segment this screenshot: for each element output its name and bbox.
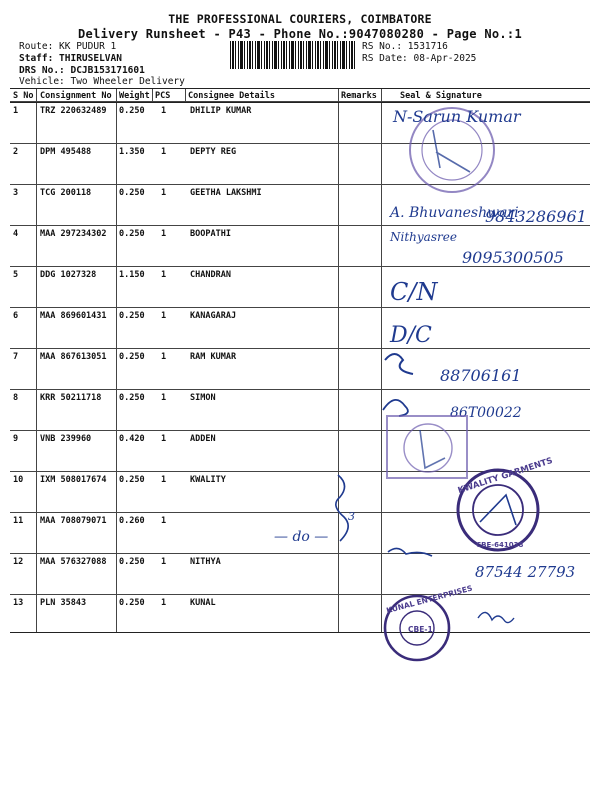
cell-weight: 0.420 — [119, 434, 145, 444]
row3-phone: 9843286961 — [485, 207, 587, 226]
cell-consignee: DEPTY REG — [190, 147, 237, 157]
cell-weight: 0.250 — [119, 106, 145, 116]
staff-label: Staff: THIRUSELVAN — [19, 53, 122, 64]
route-label: Route: KK PUDUR 1 — [19, 41, 117, 52]
row-divider — [10, 225, 590, 226]
cell-consignee: RAM KUMAR — [190, 352, 237, 362]
row-divider — [10, 512, 590, 513]
cell-pcs: 1 — [161, 516, 167, 526]
col-header-pcs: PCS — [155, 91, 171, 101]
drs-number: DRS No.: DCJB153171601 — [19, 65, 145, 76]
cell-consignee: KANAGARAJ — [190, 311, 237, 321]
cell-sno: 11 — [13, 516, 24, 526]
cell-consignment-no: DPM 495488 — [40, 147, 92, 157]
cell-sno: 3 — [13, 188, 19, 198]
row12-phone: 87544 27793 — [475, 563, 576, 581]
cell-weight: 0.260 — [119, 516, 145, 526]
column-divider — [116, 89, 117, 632]
row-divider — [10, 594, 590, 595]
cell-pcs: 1 — [161, 475, 167, 485]
svg-text:KWALITY GARMENTS: KWALITY GARMENTS — [456, 455, 555, 497]
cell-consignee: NITHYA — [190, 557, 221, 567]
col-header-weight: Weight — [119, 91, 150, 101]
cell-consignment-no: MAA 576327088 — [40, 557, 107, 567]
row6-signature: D/C — [390, 323, 432, 348]
cell-consignment-no: MAA 297234302 — [40, 229, 107, 239]
cell-consignment-no: DDG 1027328 — [40, 270, 97, 280]
cell-consignment-no: MAA 867613051 — [40, 352, 107, 362]
cell-consignee: SIMON — [190, 393, 216, 403]
row-divider — [10, 471, 590, 472]
cell-consignment-no: IXM 508017674 — [40, 475, 107, 485]
cell-consignment-no: TCG 200118 — [40, 188, 92, 198]
row-divider — [10, 553, 590, 554]
column-divider — [152, 89, 153, 101]
cell-consignment-no: KRR 50211718 — [40, 393, 102, 403]
cell-consignment-no: TRZ 220632489 — [40, 106, 107, 116]
cell-pcs: 1 — [161, 229, 167, 239]
cell-weight: 1.150 — [119, 270, 145, 280]
col-header-sno: S No — [13, 91, 34, 101]
cell-consignment-no: MAA 708079071 — [40, 516, 107, 526]
cell-consignee: CHANDRAN — [190, 270, 231, 280]
row4-phone: 9095300505 — [462, 248, 564, 267]
cell-sno: 1 — [13, 106, 19, 116]
rs-number: RS No.: 1531716 — [362, 41, 448, 52]
cell-consignee: BOOPATHI — [190, 229, 231, 239]
ditto-mark-small: 3 — [348, 510, 355, 523]
cell-weight: 0.250 — [119, 229, 145, 239]
row4-name: Nithyasree — [390, 230, 457, 244]
col-header-consignee: Consignee Details — [188, 91, 275, 101]
cell-sno: 8 — [13, 393, 19, 403]
cell-sno: 2 — [13, 147, 19, 157]
cell-pcs: 1 — [161, 598, 167, 608]
cell-pcs: 1 — [161, 270, 167, 280]
cell-consignment-no: MAA 869601431 — [40, 311, 107, 321]
row1-signature: N-Sarun Kumar — [393, 107, 521, 126]
row-divider — [10, 348, 590, 349]
cell-consignee: ADDEN — [190, 434, 216, 444]
svg-text:KUNAL ENTERPRISES: KUNAL ENTERPRISES — [385, 583, 474, 616]
column-divider — [338, 89, 339, 632]
cell-weight: 0.250 — [119, 598, 145, 608]
column-divider — [381, 89, 382, 632]
company-title: THE PROFESSIONAL COURIERS, COIMBATORE — [168, 12, 432, 26]
cell-pcs: 1 — [161, 311, 167, 321]
svg-text:CBE-1: CBE-1 — [408, 625, 433, 634]
cell-weight: 0.250 — [119, 311, 145, 321]
cell-weight: 0.250 — [119, 352, 145, 362]
row-divider — [10, 143, 590, 144]
row-divider — [10, 307, 590, 308]
cell-weight: 0.250 — [119, 557, 145, 567]
row3-signature: A. Bhuvaneshwari — [390, 205, 519, 221]
cell-pcs: 1 — [161, 557, 167, 567]
cell-sno: 5 — [13, 270, 19, 280]
cell-consignee: DHILIP KUMAR — [190, 106, 252, 116]
cell-pcs: 1 — [161, 352, 167, 362]
svg-text:CBE-641038: CBE-641038 — [476, 541, 524, 549]
cell-weight: 0.250 — [119, 475, 145, 485]
cell-consignment-no: VNB 239960 — [40, 434, 92, 444]
column-divider — [185, 89, 186, 101]
row-divider — [10, 430, 590, 431]
row11-ditto: — do — — [274, 529, 329, 545]
cell-sno: 9 — [13, 434, 19, 444]
cell-consignee: GEETHA LAKSHMI — [190, 188, 262, 198]
cell-pcs: 1 — [161, 393, 167, 403]
vehicle-label: Vehicle: Two Wheeler Delivery — [19, 76, 185, 87]
cell-pcs: 1 — [161, 147, 167, 157]
header-rule — [10, 102, 590, 103]
col-header-remarks: Remarks — [341, 91, 377, 101]
cell-weight: 0.250 — [119, 393, 145, 403]
cell-weight: 0.250 — [119, 188, 145, 198]
cell-pcs: 1 — [161, 106, 167, 116]
cell-sno: 10 — [13, 475, 24, 485]
row8-phone: 86T00022 — [450, 405, 522, 421]
cell-sno: 12 — [13, 557, 24, 567]
row-divider — [10, 389, 590, 390]
barcode — [230, 41, 357, 69]
cell-consignment-no: PLN 35843 — [40, 598, 87, 608]
rs-date: RS Date: 08-Apr-2025 — [362, 53, 477, 64]
cell-sno: 13 — [13, 598, 24, 608]
cell-pcs: 1 — [161, 434, 167, 444]
row-divider — [10, 184, 590, 185]
cell-sno: 6 — [13, 311, 19, 321]
cell-consignee: KWALITY — [190, 475, 226, 485]
col-header-consignment: Consignment No — [40, 91, 112, 101]
cell-consignee: KUNAL — [190, 598, 216, 608]
row-divider — [10, 266, 590, 267]
column-divider — [36, 89, 37, 632]
cell-pcs: 1 — [161, 188, 167, 198]
cell-weight: 1.350 — [119, 147, 145, 157]
cell-sno: 7 — [13, 352, 19, 362]
row7-phone: 88706161 — [440, 366, 522, 385]
runsheet-table — [10, 88, 590, 633]
runsheet-subtitle: Delivery Runsheet - P43 - Phone No.:9047080280 - Page No.:1 — [78, 27, 522, 41]
row5-signature: C/N — [390, 278, 438, 306]
cell-sno: 4 — [13, 229, 19, 239]
col-header-seal: Seal & Signature — [400, 91, 482, 101]
